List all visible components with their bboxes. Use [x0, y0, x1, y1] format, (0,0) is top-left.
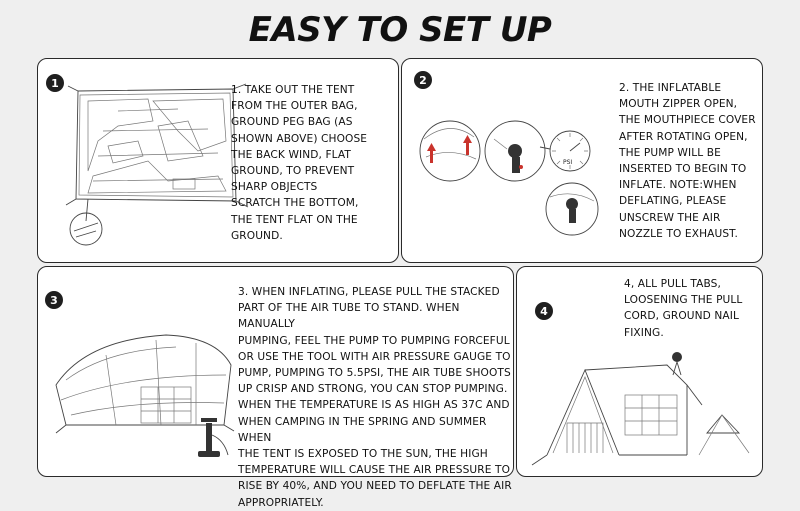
step-number-badge: 1	[46, 74, 64, 92]
page-title: EASY TO SET UP	[248, 10, 552, 50]
step-3-text: 3. WHEN INFLATING, PLEASE PULL THE STACKED PART OF THE AIR TUBE TO STAND. WHEN MANUALLY PUMPING, FEEL THE PUMP TO PUMPING FORCEFUL OR USE THE TOOL WITH AIR PRESSURE GAUGE TO PUMP, PUMPING TO 5.5PSI, THE AIR TUBE SHOOTS UP CRISP AND STRONG, YOU CAN STOP PUMPING. WHEN THE TEMPERATURE IS AS HIGH AS 37C AND WHEN CAMPING IN THE SPRING AND SUMMER WHEN THE TENT IS EXPOSED TO THE SUN, THE HIGH TEMPERATURE WILL CAUSE THE AIR PRESSURE TO RISE BY 40%, AND YOU NEED TO DEFLATE THE AIR APPROPRIATELY.	[238, 286, 512, 509]
flat-tent-illustration	[58, 81, 258, 261]
step-card-3	[37, 266, 514, 509]
step-number-badge: 4	[535, 302, 553, 320]
step-card-1	[37, 58, 399, 263]
pitched-tent-illustration	[527, 345, 757, 475]
inflating-tent-illustration	[46, 315, 236, 475]
step-1-text: 1. TAKE OUT THE TENT FROM THE OUTER BAG, GROUND PEG BAG (AS SHOWN ABOVE) CHOOSE THE BACK WIND, FLAT GROUND, TO PREVENT SHARP OBJECTS SCRATCH THE BOTTOM, THE TENT FLAT ON THE GROUND.	[231, 84, 368, 242]
gauge-label: PSI	[563, 159, 573, 166]
step-number-badge: 2	[414, 71, 432, 89]
step-4-text: 4, ALL PULL TABS, LOOSENING THE PULL CORD, GROUND NAIL FIXING.	[624, 278, 743, 339]
step-card-4	[516, 266, 763, 477]
step-2-text: 2. THE INFLATABLE MOUTH ZIPPER OPEN, THE MOUTHPIECE COVER AFTER ROTATING OPEN, THE PUMP WILL BE INSERTED TO BEGIN TO INFLATE. NOTE:WHEN DEFLATING, PLEASE UNSCREW THE AIR NOZZLE TO EXHAUST.	[619, 82, 756, 240]
step-card-2	[401, 58, 763, 263]
inflation-valve-illustration	[412, 109, 607, 259]
step-number-badge: 3	[45, 291, 63, 309]
